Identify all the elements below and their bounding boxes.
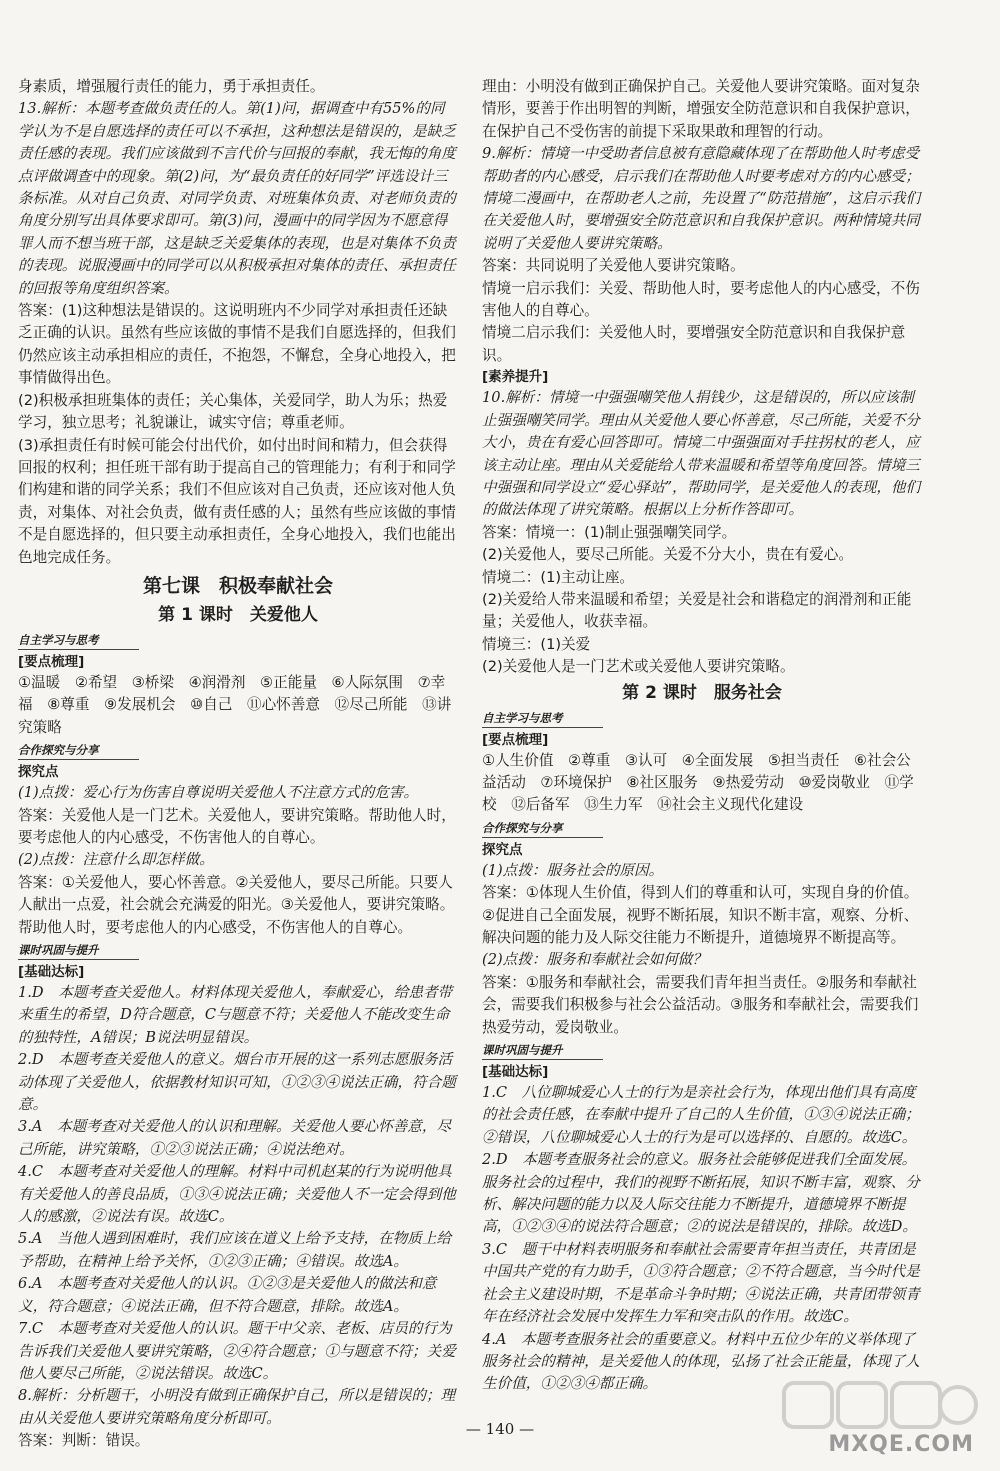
answer-paragraph: (2)关爱他人，要尽己所能。关爱不分大小，贵在有爱心。: [482, 546, 853, 564]
subsection-tag: [要点梳理]: [482, 731, 549, 748]
answer-paragraph: 情境二启示我们：关爱他人时，要增强安全防范意识和自我保护意识。: [482, 324, 906, 364]
section-label: 自主学习与思考: [482, 710, 603, 728]
explanation-paragraph: 5.A 当他人遇到困难时，我们应该在道义上给予支持，在物质上给予帮助，在精神上给予关怀，①②③正确；④错误。故选A。: [18, 1230, 452, 1270]
left-column: [18, 76, 458, 1453]
subsection-tag: [基础达标]: [18, 964, 85, 980]
answer-paragraph: 情境三：(1)关爱: [482, 635, 591, 653]
subsection-tag: [基础达标]: [482, 1064, 549, 1081]
answer-paragraph: 答案：情境一：(1)制止强强嘲笑同学。: [482, 523, 737, 541]
section-label: 自主学习与思考: [18, 632, 139, 650]
subsection-tag: 探究点: [18, 764, 59, 781]
explanation-paragraph: 3.C 题干中材料表明服务和奉献社会需要青年担当责任，共青团是中国共产党的有力助手，①③符合题意；②不符合题意，当今时代是社会主义建设时期，不是革命斗争时期；④说法正确，共青团带领青年在经济社会发展中发挥生力军和突击队的作用。故选C。: [482, 1240, 920, 1326]
answer-paragraph: 答案：共同说明了关爱他人要讲究策略。: [482, 257, 745, 275]
answer-paragraph: 情境一启示我们：关爱、帮助他人时，要考虑他人的内心感受，不伤害他人的自尊心。: [482, 279, 920, 320]
answer-paragraph: (2)积极承担班集体的责任；关心集体，关爱同学，助人为乐；热爱学习，独立思考；礼貌谦让，诚实守信；尊重老师。: [18, 391, 448, 432]
explanation-paragraph: 4.C 本题考查对关爱他人的理解。材料中司机赵某的行为说明他具有关爱他人的善良品质，①③④说法正确；关爱他人不一定会得到他人的感激，②说法有误。故选C。: [18, 1163, 456, 1226]
explanation-paragraph: (1)点拨：爱心行为伤害自尊说明关爱他人不注意方式的危害。: [18, 784, 419, 802]
answer-paragraph: 理由：小明没有做到正确保护自己。关爱他人要讲究策略。面对复杂情形，要善于作出明智的判断，增强安全防范意识和自我保护意识，在保护自己不受伤害的前提下采取果敢和理智的行动。: [482, 78, 920, 140]
subsection-tag: 探究点: [482, 841, 523, 858]
explanation-paragraph: 10.解析：情境一中强强嘲笑他人捐钱少，这是错误的，所以应该制止强强嘲笑同学。理由从关爱他人要心怀善意，尽己所能，关爱不分大小，贵在有爱心回答即可。情境二中强强面对手拄拐杖的老人，应该主动让座。理由从关爱能给人带来温暖和希望等角度回答。情境三中强强和同学设立“爱心驿站”，帮助同学，是关爱他人的表现，他们的做法体现了讲究策略。根据以上分析作答即可。: [482, 389, 921, 519]
explanation-paragraph: 1.D 本题考查关爱他人。材料体现关爱他人，奉献爱心，给患者带来重生的希望，D符合题意，C与题意不符；关爱他人不能改变生命的独特性，A错误；B说法明显错误。: [18, 984, 453, 1046]
explanation-paragraph: 3.A 本题考查对关爱他人的认识和理解。关爱他人要心怀善意，尽己所能，讲究策略，①②③说法正确；④说法绝对。: [18, 1118, 452, 1158]
explanation-paragraph: 4.A 本题考查服务社会的重要意义。材料中五位少年的义举体现了服务社会的精神，是关爱他人的体现，弘扬了社会正能量，体现了人生价值，①②③④都正确。: [482, 1330, 920, 1393]
explanation-paragraph: 7.C 本题考查对关爱他人的认识。题干中父亲、老板、店员的行为告诉我们关爱他人要讲究策略，②④符合题意；①与题意不符；关爱他人要尽己所能，②说法错误。故选C。: [18, 1320, 456, 1382]
explanation-paragraph: (2)点拨：注意什么即怎样做。: [18, 851, 214, 869]
subsection-tag: [素养提升]: [482, 369, 549, 386]
answer-paragraph: ①人生价值 ②尊重 ③认可 ④全面发展 ⑤担当责任 ⑥社会公益活动 ⑦环境保护 ⑧社区服务 ⑨热爱劳动 ⑩爱岗敬业 ⑪学校 ⑫后备军 ⑬生力军 ⑭社会主义现代化建设: [482, 751, 914, 814]
answer-paragraph: 答案：(1)这种想法是错误的。这说明班内不少同学对承担责任还缺乏正确的认识。虽然有些应该做的事情不是我们自愿选择的，但我们仍然应该主动承担相应的责任，不抱怨，不懈怠，全身心地投入，把事情做得出色。: [18, 302, 456, 387]
answer-paragraph: 答案：关爱他人是一门艺术。关爱他人，要讲究策略。帮助他人时，要考虑他人的内心感受，不伤害他人的自尊心。: [18, 806, 456, 846]
answer-paragraph: 答案：①体现人生价值，得到人们的尊重和认可，实现自身的价值。②促进自己全面发展，视野不断拓展，知识不断丰富，观察、分析、解决问题的能力及人际交往能力不断提升，道德境界不断提高等。: [482, 884, 919, 946]
explanation-paragraph: 9.解析：情境一中受助者信息被有意隐藏体现了在帮助他人时考虑受帮助者的内心感受，启示我们在帮助他人时要考虑对方的内心感受；情境二漫画中，在帮助老人之前，先设置了“防范措施”，这启示我们在关爱他人时，要增强安全防范意识和自我保护意识。两种情境共同说明了关爱他人要讲究策略。: [482, 145, 921, 252]
explanation-paragraph: 6.A 本题考查对关爱他人的认识。①②③是关爱他人的做法和意义，符合题意；④说法正确，但不符合题意，排除。故选A。: [18, 1275, 437, 1315]
answer-paragraph: (2)关爱给人带来温暖和希望；关爱是社会和谐稳定的润滑剂和正能量；关爱他人，收获幸福。: [482, 590, 912, 631]
right-column: [482, 76, 922, 1396]
answer-paragraph: 身素质，增强履行责任的能力，勇于承担责任。: [18, 78, 325, 95]
watermark-text: MXQE.COM: [828, 1432, 974, 1457]
explanation-paragraph: 13.解析：本题考查做负责任的人。第(1)问，据调查中有55%的同学认为不是自愿选择的责任可以不承担，这种想法是错误的，是缺乏责任感的表现。我们应该做到不言代价与回报的奉献，我无悔的角度点评做调查中的现象。第(2)问，为“最负责任的好同学”评选设计三条标准。从对自己负责、对同学负责、对班集体负责、对老师负责的角度分别写出具体要求即可。第(3)问，漫画中的同学因为不愿意得罪人而不想当班干部，这是缺乏关爱集体的表现，也是对集体不负责的表现。说服漫画中的同学可以从积极承担对集体的责任、承担责任的回报等角度组织答案。: [18, 100, 456, 297]
page-number: — 140 —: [465, 1420, 535, 1438]
section-label: 合作探究与分享: [18, 742, 139, 760]
answer-paragraph: 答案：①关爱他人，要心怀善意。②关爱他人，要尽己所能。只要人人献出一点爱，社会就会充满爱的阳光。③关爱他人，要讲究策略。帮助他人时，要考虑他人的内心感受，不伤害他人的自尊心。: [18, 873, 455, 936]
answer-paragraph: (2)关爱他人是一门艺术或关爱他人要讲究策略。: [482, 658, 795, 676]
answer-paragraph: 情境二：(1)主动让座。: [482, 568, 635, 586]
answer-paragraph: (3)承担责任有时候可能会付出代价，如付出时间和精力，但会获得回报的权利；担任班干部有助于提高自己的管理能力；有利于和同学们构建和谐的同学关系；我们不但应该对自己负责，还应该对他人负责，对集体、对社会负责，做有责任感的人；虽然有些应该做的事情不是自愿选择的，但只要主动承担责任，全身心地投入，我们也能出色地完成任务。: [18, 436, 456, 566]
section-label: 课时巩固与提升: [18, 942, 139, 960]
section-label: 课时巩固与提升: [482, 1042, 603, 1060]
subsection-tag: [要点梳理]: [18, 653, 85, 670]
explanation-paragraph: 2.D 本题考查关爱他人的意义。烟台市开展的这一系列志愿服务活动体现了关爱他人，依据教材知识可知，①②③④说法正确，符合题意。: [18, 1051, 456, 1114]
answer-paragraph: ①温暖 ②希望 ③桥梁 ④润滑剂 ⑤正能量 ⑥人际氛围 ⑦幸福 ⑧尊重 ⑨发展机会 ⑩自己 ⑪心怀善意 ⑫尽己所能 ⑬讲究策略: [18, 673, 452, 736]
explanation-paragraph: (1)点拨：服务社会的原因。: [482, 861, 664, 879]
answer-paragraph: 答案：判断：错误。: [18, 1432, 150, 1450]
section-title: 第 1 课时 关爱他人: [158, 604, 318, 625]
section-label: 合作探究与分享: [482, 820, 603, 838]
explanation-paragraph: 1.C 八位聊城爱心人士的行为是亲社会行为，体现出他们具有高度的社会责任感，在奉献中提升了自己的人生价值，①③④说法正确；②错误，八位聊城爱心人士的行为是可以选择的、自愿的。故选C。: [482, 1084, 920, 1146]
explanation-paragraph: (2)点拨：服务和奉献社会如何做？: [482, 951, 707, 969]
explanation-paragraph: 2.D 本题考查服务社会的意义。服务社会能够促进我们全面发展。服务社会的过程中，我们的视野不断拓展，知识不断丰富，观察、分析、解决问题的能力以及人际交往能力不断提升，道德境界不断提高，①②③④的说法符合题意；②的说法是错误的，排除。故选D。: [482, 1151, 920, 1236]
answer-paragraph: 答案：①服务和奉献社会，需要我们青年担当责任。②服务和奉献社会，需要我们积极参与社会公益活动。③服务和奉献社会，需要我们热爱劳动，爱岗敬业。: [482, 973, 919, 1036]
lesson-title: 第七课 积极奉献社会: [142, 574, 333, 597]
explanation-paragraph: 8.解析：分析题干，小明没有做到正确保护自己，所以是错误的；理由从关爱他人要讲究策略角度分析即可。: [18, 1387, 456, 1427]
section-title: 第 2 课时 服务社会: [622, 682, 782, 703]
